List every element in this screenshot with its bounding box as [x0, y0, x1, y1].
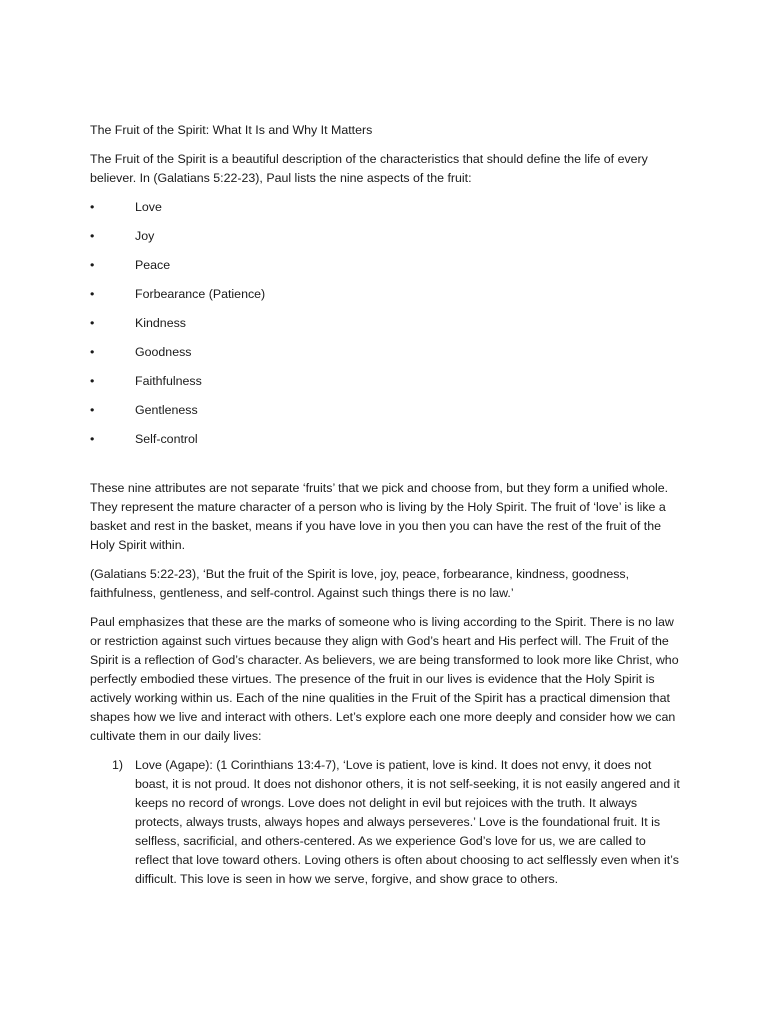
bullet-icon: • — [90, 345, 95, 359]
list-item — [90, 198, 680, 217]
list-item-text: Love (Agape): (1 Corinthians 13:4-7), ‘Love is patient, love is kind. It does not envy, it does not boast, it is not proud. It does not dishonor others, it is not self-seeking, it is not easily angered and it keeps no record of wrongs. Love does not delight in evil but rejoices with the truth. It always protects, always trusts, always hopes and always perseveres.’ Love is the foundational fruit. It is selfless, sacrificial, and others-centered. As we experience God’s love for us, we are called to reflect that love toward others. Loving others is often about choosing to act selflessly even when it’s difficult. This love is seen in how we serve, forgive, and show grace to others. — [135, 758, 680, 886]
fruit-label: Love — [135, 200, 162, 214]
spacer — [90, 459, 680, 479]
list-item — [90, 256, 680, 275]
list-item — [90, 372, 680, 391]
bullet-icon: • — [90, 287, 95, 301]
fruit-label: Kindness — [135, 316, 186, 330]
list-number: 1) — [112, 758, 124, 772]
numbered-list — [90, 756, 680, 889]
fruit-label: Self-control — [135, 432, 198, 446]
list-item — [90, 430, 680, 449]
list-item — [90, 343, 680, 362]
list-item — [90, 401, 680, 420]
document-title: The Fruit of the Spirit: What It Is and Why It Matters — [90, 123, 373, 137]
document-page — [90, 121, 680, 889]
body-paragraph: These nine attributes are not separate ‘fruits’ that we pick and choose from, but they form a unified whole. They represent the mature character of a person who is living by the Holy Spirit. The fruit of ‘love’ is like a basket and rest in the basket, means if you have love in you then you can have the rest of the fruit of the Holy Spirit within. — [90, 481, 669, 552]
bullet-icon: • — [90, 258, 95, 272]
fruit-label: Goodness — [135, 345, 192, 359]
fruit-label: Gentleness — [135, 403, 198, 417]
bullet-icon: • — [90, 200, 95, 214]
list-item — [90, 314, 680, 333]
body-paragraph: Paul emphasizes that these are the marks of someone who is living according to the Spirit. There is no law or restriction against such virtues because they align with God’s heart and His perfect will. The Fruit of the Spirit is a reflection of God’s character. As believers, we are being transformed to look more like Christ, who perfectly embodied these virtues. The presence of the fruit in our lives is evidence that the Holy Spirit is actively working within us. Each of the nine qualities in the Fruit of the Spirit has a practical dimension that shapes how we live and interact with others. Let’s explore each one more deeply and consider how we can cultivate them in our daily lives: — [90, 615, 679, 743]
fruit-label: Forbearance (Patience) — [135, 287, 266, 301]
intro-paragraph: The Fruit of the Spirit is a beautiful description of the characteristics that should define the life of every believer. In (Galatians 5:22-23), Paul lists the nine aspects of the fruit: — [90, 152, 648, 185]
bullet-icon: • — [90, 316, 95, 330]
bullet-icon: • — [90, 403, 95, 417]
fruit-label: Peace — [135, 258, 171, 272]
list-item — [90, 227, 680, 246]
scripture-quote: (Galatians 5:22-23), ‘But the fruit of the Spirit is love, joy, peace, forbearance, kindness, goodness, faithfulness, gentleness, and self-control. Against such things there is no law.’ — [90, 567, 630, 600]
list-item — [90, 756, 680, 889]
bullet-icon: • — [90, 374, 95, 388]
list-item — [90, 285, 680, 304]
fruit-label: Faithfulness — [135, 374, 202, 388]
bullet-icon: • — [90, 229, 95, 243]
fruit-list — [90, 198, 680, 449]
fruit-label: Joy — [135, 229, 155, 243]
bullet-icon: • — [90, 432, 95, 446]
